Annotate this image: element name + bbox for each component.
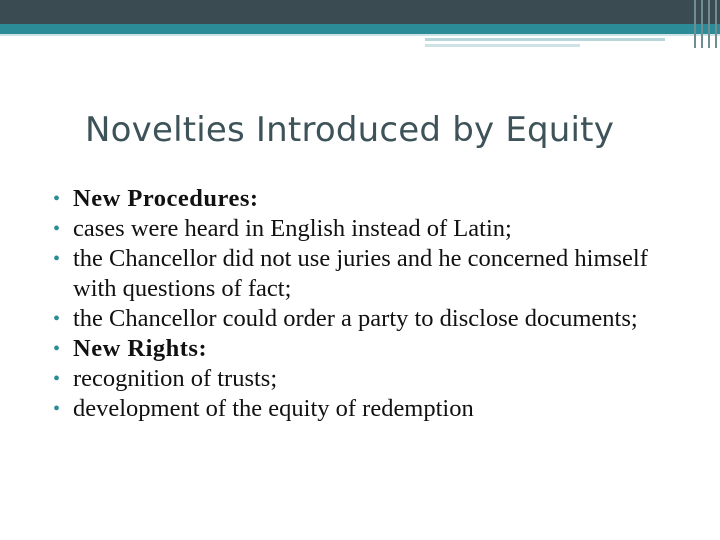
bullet-text: New Rights: [73, 335, 208, 362]
bullet-text: New Procedures: [73, 185, 259, 212]
slide-title: Novelties Introduced by Equity [85, 110, 615, 150]
header-stripe-1 [0, 34, 720, 36]
bullet-item [50, 364, 690, 394]
bullet-icon: • [53, 338, 61, 360]
bullet-item [50, 394, 690, 424]
bullet-text: the Chancellor did not use juries and he concerned himself with questions of fact; [73, 245, 648, 302]
bullet-icon: • [53, 248, 61, 270]
header-dark-bar [0, 0, 720, 24]
header-stripe-3 [425, 44, 580, 47]
header-stripe-2 [425, 38, 665, 41]
bullet-icon: • [53, 188, 61, 210]
bullet-item [50, 334, 690, 364]
header-accent-bar [0, 24, 720, 34]
bullet-list [50, 184, 690, 424]
bullet-icon: • [53, 308, 61, 330]
bullet-icon: • [53, 368, 61, 390]
bullet-text: cases were heard in English instead of Latin; [73, 215, 512, 242]
bullet-item [50, 244, 690, 304]
bullet-item [50, 304, 690, 334]
bullet-text: recognition of trusts; [73, 365, 278, 392]
bullet-item [50, 214, 690, 244]
bullet-icon: • [53, 398, 61, 420]
bullet-item [50, 184, 690, 214]
bullet-text: development of the equity of redemption [73, 395, 474, 422]
bullet-icon: • [53, 218, 61, 240]
header-decor-lines [692, 0, 720, 48]
bullet-text: the Chancellor could order a party to disclose documents; [73, 305, 638, 332]
